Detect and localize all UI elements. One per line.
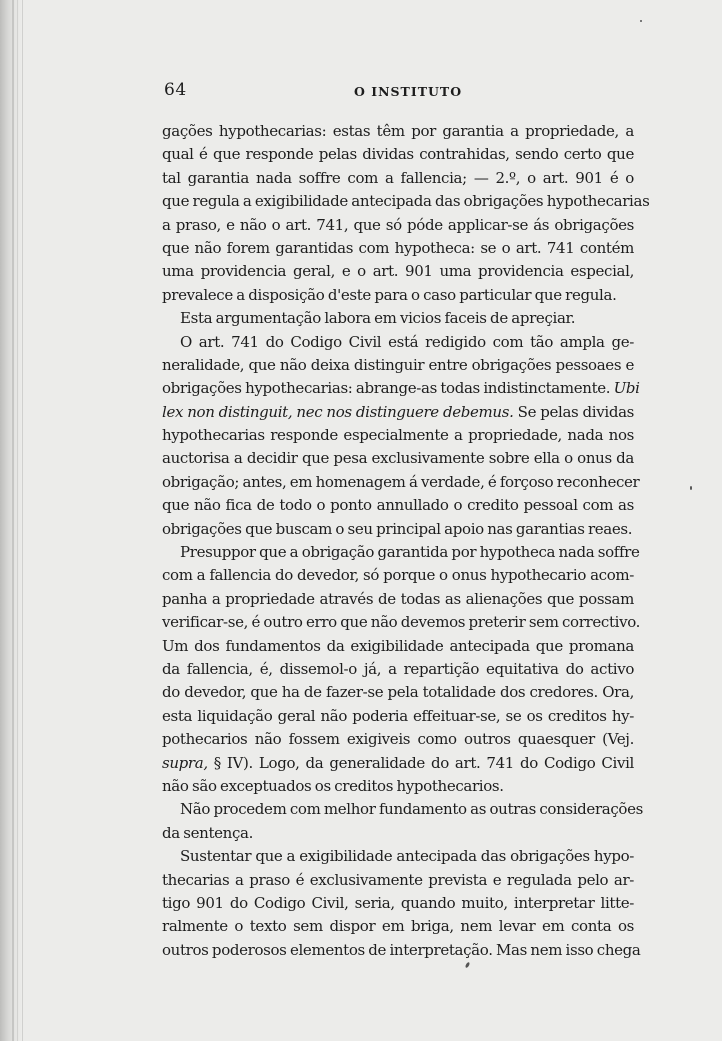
- text-line: [162, 377, 640, 400]
- text-line: [162, 401, 634, 424]
- text-line: da sentença.: [162, 823, 254, 842]
- text-line: auctorisa a decidir que pesa exclusivamente sobre ella o onus da: [162, 449, 634, 468]
- text-line: tal garantia nada soffre com a fallencia; — 2.º, o art. 901 é o: [162, 168, 634, 187]
- text-line: [162, 752, 634, 775]
- text-line: outros poderosos elementos de interpretação. Mas nem isso chega: [162, 940, 641, 959]
- text-line: não são exceptuados os creditos hypothecarios.: [162, 776, 504, 795]
- latin-quote: Ubi: [613, 379, 640, 398]
- text-line: neralidade, que não deixa distinguir entre obrigações pessoaes e: [162, 355, 634, 374]
- text-line: panha a propriedade através de todas as alienações que possam: [162, 589, 634, 608]
- text-segment: Se pelas dividas: [517, 402, 635, 421]
- text-line: qual é que responde pelas dividas contrahidas, sendo certo que: [162, 145, 634, 164]
- text-line: ralmente o texto sem dispor em briga, nem levar em conta os: [162, 917, 634, 936]
- latin-quote: lex non distinguit, nec nos distinguere debemus.: [162, 402, 514, 421]
- text-line: obrigação; antes, em homenagem á verdade, é forçoso reconhecer: [162, 472, 640, 491]
- text-line: verificar-se, é outro erro que não devemos preterir sem correctivo.: [162, 613, 641, 632]
- text-line: gações hypothecarias: estas têm por garantia a propriedade, a: [162, 122, 634, 140]
- text-line: do devedor, que ha de fazer-se pela totalidade dos credores. Ora,: [162, 683, 634, 702]
- text-line: Esta argumentação labora em vicios faceis de apreçiar.: [180, 309, 576, 328]
- text-segment: obrigações hypothecarias: abrange-as todas indistinctamente.: [162, 379, 611, 398]
- page-number: 64: [164, 80, 187, 100]
- text-line: a praso, e não o art. 741, que só póde applicar-se ás obrigações: [162, 215, 634, 234]
- body-text: [162, 120, 650, 962]
- text-line: Presuppor que a obrigação garantida por hypotheca nada soffre: [180, 543, 640, 562]
- text-line: da fallencia, é, dissemol-o já, a repartição equitativa do activo: [162, 659, 634, 678]
- text-line: uma providencia geral, e o art. 901 uma providencia especial,: [162, 262, 634, 281]
- page-header: [164, 80, 634, 104]
- text-line: thecarias a praso é exclusivamente prevista e regulada pelo ar-: [162, 870, 634, 889]
- text-line: que não forem garantidas com hypotheca: se o art. 741 contém: [162, 238, 634, 257]
- text-segment: § IV). Logo, da generalidade do art. 741 do Codigo Civil: [213, 753, 634, 772]
- text-line: tigo 901 do Codigo Civil, seria, quando muito, interpretar litte-: [162, 893, 634, 912]
- text-line: prevalece a disposição d'este para o caso particular que regula.: [162, 285, 617, 304]
- text-line: que regula a exigibilidade antecipada das obrigações hypothecarias: [162, 192, 650, 211]
- text-line: O art. 741 do Codigo Civil está redigido com tão ampla ge-: [180, 332, 634, 351]
- text-line: com a fallencia do devedor, só porque o onus hypothecario acom-: [162, 566, 634, 585]
- paper-speck: [640, 20, 642, 22]
- paper-speck: [690, 486, 692, 490]
- text-line: pothecarios não fossem exigiveis como outros quaesquer (Vej.: [162, 730, 634, 749]
- text-line: obrigações que buscam o seu principal apoio nas garantias reaes.: [162, 519, 633, 538]
- running-head: O INSTITUTO: [354, 84, 463, 99]
- text-line: Um dos fundamentos da exigibilidade antecipada que promana: [162, 636, 634, 655]
- page-edge-line: [17, 0, 18, 1041]
- text-line: esta liquidação geral não poderia effeituar-se, se os creditos hy-: [162, 706, 634, 725]
- text-line: hypothecarias responde especialmente a propriedade, nada nos: [162, 426, 634, 445]
- latin-quote: supra,: [162, 753, 208, 772]
- page-edge-line: [12, 0, 14, 1041]
- paper-speck: [465, 962, 471, 969]
- text-line: que não fica de todo o ponto annullado o credito pessoal com as: [162, 496, 634, 515]
- text-line: Sustentar que a exigibilidade antecipada das obrigações hypo-: [180, 847, 634, 866]
- text-line: Não procedem com melhor fundamento as outras considerações: [180, 800, 643, 819]
